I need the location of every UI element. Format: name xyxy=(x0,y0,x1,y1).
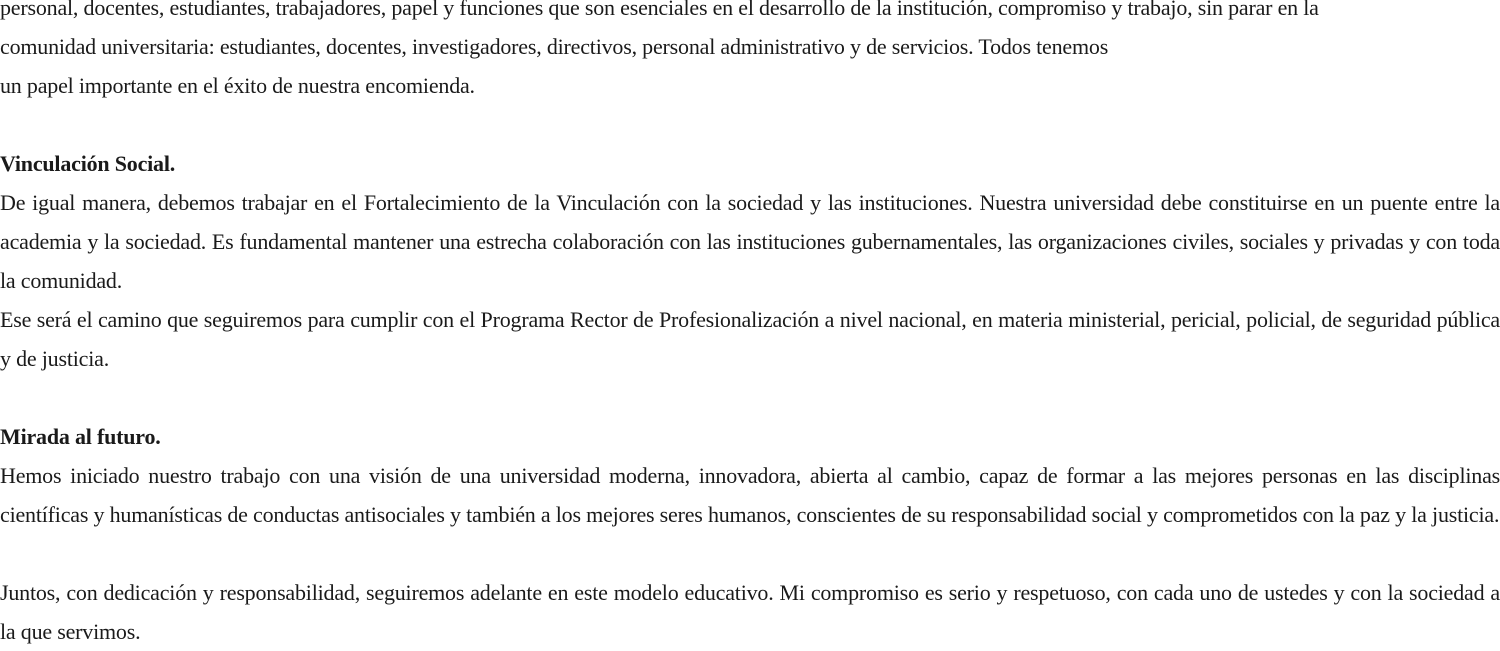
intro-line-3: un papel importante en el éxito de nuestra encomienda. xyxy=(0,73,475,98)
closing-paragraph: Juntos, con dedicación y responsabilidad, seguiremos adelante en este modelo educativo. Mi compromiso es serio y respetuoso, con cada uno de ustedes y con la sociedad a la que servimos. xyxy=(0,580,1500,644)
spacer xyxy=(0,534,1500,573)
intro-paragraph xyxy=(0,0,1500,105)
vinculacion-paragraph-2: Ese será el camino que seguiremos para cumplir con el Programa Rector de Profesionalización a nivel nacional, en materia ministerial, pericial, policial, de seguridad pública y de justicia. xyxy=(0,307,1500,371)
intro-line-2: comunidad universitaria: estudiantes, docentes, investigadores, directivos, personal administrativo y de servicios. Todos tenemos xyxy=(0,34,1109,59)
section-heading-futuro: Mirada al futuro. xyxy=(0,424,161,449)
futuro-paragraph-1: Hemos iniciado nuestro trabajo con una visión de una universidad moderna, innovadora, abierta al cambio, capaz de formar a las mejores personas en las disciplinas científicas y humanísticas de conductas antisociales y también a los mejores seres humanos, conscientes de su responsabilidad social y comprometidos con la paz y la justicia. xyxy=(0,463,1500,527)
spacer xyxy=(0,105,1500,144)
section-heading-vinculacion: Vinculación Social. xyxy=(0,151,176,176)
vinculacion-paragraph-1: De igual manera, debemos trabajar en el Fortalecimiento de la Vinculación con la sociedad y las instituciones. Nuestra universidad debe constituirse en un puente entre la academia y la sociedad. Es fundamental mantener una estrecha colaboración con las instituciones gubernamentales, las organizaciones civiles, sociales y privadas y con toda la comunidad. xyxy=(0,190,1500,293)
intro-line-1: personal, docentes, estudiantes, trabajadores, papel y funciones que son esenciales en el desarrollo de la institución, compromiso y trabajo, sin parar en la xyxy=(0,0,1319,20)
spacer xyxy=(0,378,1500,417)
